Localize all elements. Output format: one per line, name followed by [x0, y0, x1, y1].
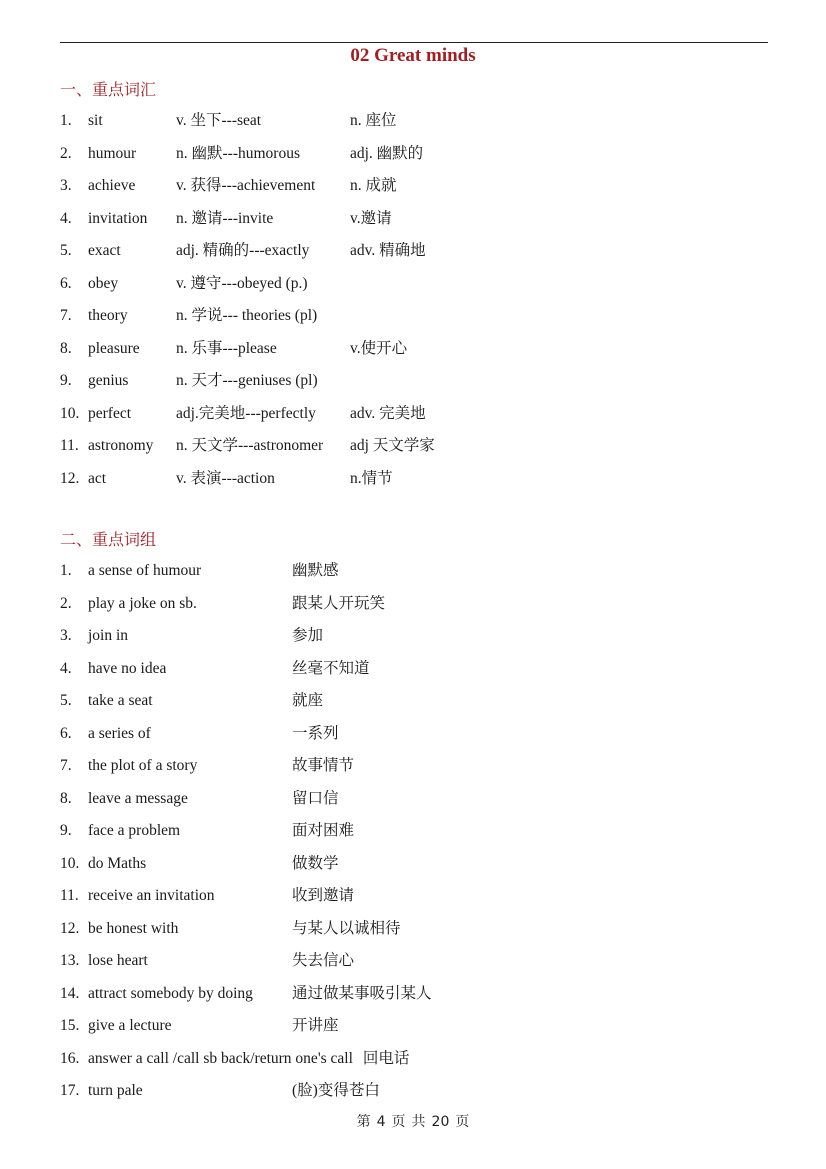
item-number: 10.	[60, 404, 80, 422]
phrase-text: lose heart	[88, 952, 148, 969]
item-number: 7.	[60, 757, 72, 774]
phrase-meaning: 故事情节	[292, 757, 355, 774]
related-definition: n.情节	[350, 469, 393, 487]
phrase-meaning: 与某人以诚相待	[292, 919, 401, 937]
phrase-text: face a problem	[88, 822, 181, 839]
word-definition: n. 学说--- theories (pl)	[176, 307, 318, 324]
item-number: 12.	[60, 919, 80, 937]
vocabulary-word: humour	[88, 144, 137, 162]
item-number: 3.	[60, 627, 72, 644]
phrase-text: do Maths	[88, 854, 147, 872]
phrase-meaning: 就座	[292, 692, 324, 709]
item-number: 14.	[60, 984, 80, 1002]
vocabulary-word: achieve	[88, 177, 136, 194]
item-number: 15.	[60, 1017, 80, 1034]
phrase-meaning: 幽默感	[292, 562, 339, 579]
related-definition: adj 天文学家	[350, 437, 435, 454]
phrase-text: play a joke on sb.	[88, 594, 197, 612]
phrase-text: join in	[88, 627, 129, 644]
phrase-text: give a lecture	[88, 1017, 172, 1034]
phrase-text: answer a call /call sb back/return one's call	[88, 1049, 353, 1067]
item-number: 4.	[60, 209, 72, 227]
item-number: 2.	[60, 594, 72, 612]
phrase-meaning: 丝毫不知道	[292, 659, 370, 677]
phrase-meaning: 留口信	[292, 789, 339, 807]
phrase-meaning: (脸)变得苍白	[292, 1082, 380, 1099]
phrase-meaning: 面对困难	[292, 822, 355, 839]
related-definition: adj. 幽默的	[350, 144, 424, 162]
phrase-meaning: 回电话	[362, 1049, 410, 1067]
word-definition: adj.完美地---perfectly	[176, 404, 316, 422]
phrase-meaning: 通过做某事吸引某人	[292, 984, 432, 1002]
vocabulary-word: exact	[88, 242, 121, 259]
footer-total-prefix: 共	[411, 1114, 426, 1130]
related-definition: adv. 完美地	[350, 404, 426, 422]
vocabulary-word: perfect	[88, 404, 132, 422]
phrase-text: turn pale	[88, 1082, 143, 1099]
word-definition: v. 遵守---obeyed (p.)	[176, 274, 308, 292]
item-number: 5.	[60, 242, 72, 259]
phrase-text: a sense of humour	[88, 562, 202, 579]
page-footer	[0, 1112, 826, 1132]
item-number: 4.	[60, 659, 72, 677]
vocabulary-word: act	[88, 469, 107, 487]
item-number: 11.	[60, 437, 79, 454]
phrase-text: attract somebody by doing	[88, 984, 253, 1002]
phrase-text: receive an invitation	[88, 887, 215, 904]
vocabulary-word: astronomy	[88, 437, 154, 454]
phrase-text: have no idea	[88, 659, 167, 677]
vocabulary-word: sit	[88, 112, 103, 129]
item-number: 17.	[60, 1082, 80, 1099]
phrase-text: a series of	[88, 724, 151, 742]
footer-total-pages: 20	[431, 1114, 450, 1130]
phrase-text: be honest with	[88, 919, 179, 937]
phrase-meaning: 跟某人开玩笑	[292, 594, 386, 612]
word-definition: v. 获得---achievement	[176, 177, 316, 194]
vocabulary-word: genius	[88, 372, 129, 389]
item-number: 13.	[60, 952, 80, 969]
phrase-meaning: 参加	[292, 627, 324, 644]
footer-suffix: 页	[455, 1114, 470, 1130]
item-number: 11.	[60, 887, 79, 904]
word-definition: adj. 精确的---exactly	[176, 242, 310, 259]
phrase-text: take a seat	[88, 692, 153, 709]
word-definition: n. 天才---geniuses (pl)	[176, 372, 318, 389]
footer-page-word: 页	[391, 1114, 406, 1130]
related-definition: v.邀请	[350, 209, 392, 227]
word-definition: v. 表演---action	[176, 469, 275, 487]
item-number: 6.	[60, 724, 72, 742]
phrase-text: the plot of a story	[88, 757, 198, 774]
vocabulary-word: obey	[88, 274, 119, 292]
phrase-text: leave a message	[88, 789, 188, 807]
page-title: 02 Great minds	[350, 45, 476, 66]
related-definition: n. 成就	[350, 177, 397, 194]
word-definition: v. 坐下---seat	[176, 112, 262, 129]
related-definition: n. 座位	[350, 112, 397, 129]
related-definition: v.使开心	[350, 339, 408, 357]
section-heading-vocabulary: 一、重点词汇	[60, 80, 157, 99]
item-number: 9.	[60, 822, 72, 839]
item-number: 12.	[60, 469, 80, 487]
item-number: 6.	[60, 274, 72, 292]
item-number: 16.	[60, 1049, 80, 1067]
vocabulary-word: pleasure	[88, 339, 140, 357]
section-heading-phrases: 二、重点词组	[60, 530, 157, 549]
top-divider	[60, 42, 768, 43]
vocabulary-word: theory	[88, 307, 128, 324]
item-number: 8.	[60, 339, 72, 357]
item-number: 8.	[60, 789, 72, 807]
item-number: 2.	[60, 144, 72, 162]
phrase-meaning: 收到邀请	[292, 887, 355, 904]
item-number: 1.	[60, 112, 72, 129]
word-definition: n. 乐事---please	[176, 339, 277, 357]
vocabulary-word: invitation	[88, 209, 148, 227]
phrase-meaning: 失去信心	[292, 952, 355, 969]
phrase-meaning: 一系列	[292, 724, 339, 742]
phrase-meaning: 做数学	[292, 854, 339, 872]
footer-current-page: 4	[376, 1114, 386, 1130]
item-number: 5.	[60, 692, 72, 709]
phrase-line	[88, 1048, 409, 1070]
related-definition: adv. 精确地	[350, 242, 426, 259]
item-number: 7.	[60, 307, 72, 324]
item-number: 9.	[60, 372, 72, 389]
footer-prefix: 第	[356, 1114, 371, 1130]
item-number: 10.	[60, 854, 80, 872]
item-number: 1.	[60, 562, 72, 579]
word-definition: n. 天文学---astronomer	[176, 437, 324, 454]
item-number: 3.	[60, 177, 72, 194]
word-definition: n. 幽默---humorous	[176, 144, 300, 162]
phrase-meaning: 开讲座	[292, 1017, 339, 1034]
word-definition: n. 邀请---invite	[176, 209, 274, 227]
